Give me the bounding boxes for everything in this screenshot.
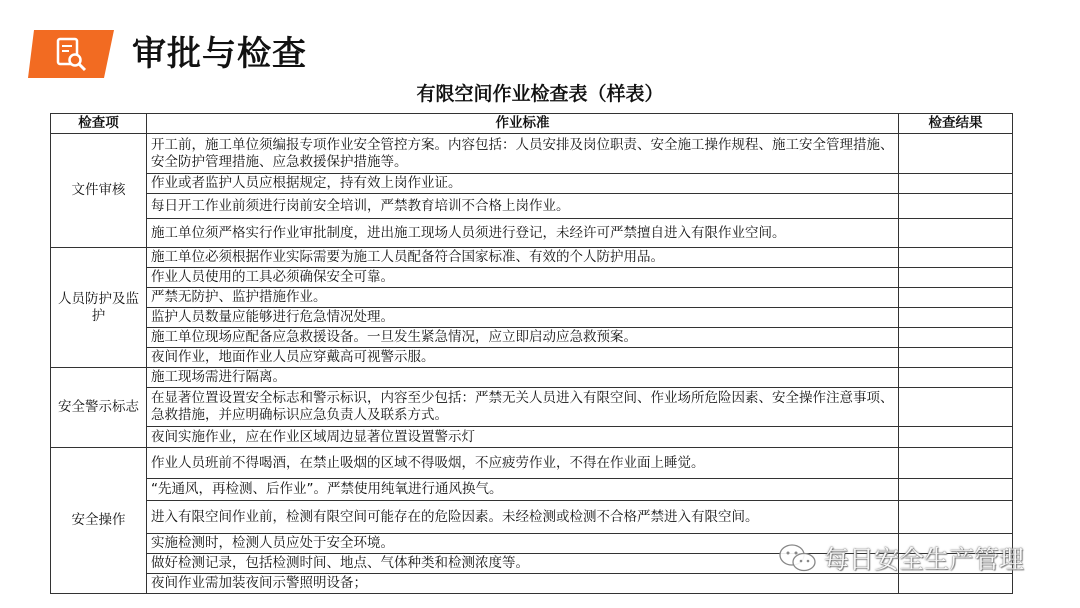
result-cell[interactable] bbox=[899, 308, 1013, 328]
standard-cell: 严禁无防护、监护措施作业。 bbox=[147, 288, 899, 308]
result-cell[interactable] bbox=[899, 501, 1013, 534]
standard-cell: 在显著位置设置安全标志和警示标识，内容至少包括：严禁无关人员进入有限空间、作业场所危险因素、安全操作注意事项、急救措施，并应明确标识应急负责人及联系方式。 bbox=[147, 388, 899, 427]
page-title: 审批与检查 bbox=[132, 34, 307, 74]
standard-cell: “先通风，再检测、后作业”。严禁使用纯氧进行通风换气。 bbox=[147, 479, 899, 501]
result-cell[interactable] bbox=[899, 174, 1013, 194]
table-row bbox=[51, 174, 1013, 194]
standard-cell: 夜间实施作业，应在作业区域周边显著位置设置警示灯 bbox=[147, 427, 899, 448]
standard-cell: 施工单位须严格实行作业审批制度，进出施工现场人员须进行登记，未经许可严禁擅自进入有限作业空间。 bbox=[147, 219, 899, 248]
category-cell: 文件审核 bbox=[51, 134, 147, 248]
result-cell[interactable] bbox=[899, 248, 1013, 268]
result-cell[interactable] bbox=[899, 448, 1013, 479]
table-row bbox=[51, 427, 1013, 448]
result-cell[interactable] bbox=[899, 134, 1013, 174]
inspection-table bbox=[50, 113, 1013, 594]
result-cell[interactable] bbox=[899, 388, 1013, 427]
result-cell[interactable] bbox=[899, 219, 1013, 248]
standard-cell: 做好检测记录，包括检测时间、地点、气体种类和检测浓度等。 bbox=[147, 554, 899, 574]
standard-cell: 作业人员使用的工具必须确保安全可靠。 bbox=[147, 268, 899, 288]
standard-cell: 开工前，施工单位须编报专项作业安全管控方案。内容包括：人员安排及岗位职责、安全施工操作规程、施工安全管理措施、安全防护管理措施、应急救援保护措施等。 bbox=[147, 134, 899, 174]
wechat-icon bbox=[778, 543, 818, 573]
table-row bbox=[51, 368, 1013, 388]
standard-cell: 实施检测时，检测人员应处于安全环境。 bbox=[147, 534, 899, 554]
column-header: 作业标准 bbox=[147, 114, 899, 134]
standard-cell: 夜间作业，地面作业人员应穿戴高可视警示服。 bbox=[147, 348, 899, 368]
result-cell[interactable] bbox=[899, 368, 1013, 388]
watermark-text: 每日安全生产管理 bbox=[824, 545, 1025, 574]
table-row bbox=[51, 388, 1013, 427]
table-row bbox=[51, 288, 1013, 308]
result-cell[interactable] bbox=[899, 328, 1013, 348]
column-header: 检查结果 bbox=[899, 114, 1013, 134]
standard-cell: 施工现场需进行隔离。 bbox=[147, 368, 899, 388]
table-title: 有限空间作业检查表（样表） bbox=[416, 83, 664, 105]
table-row bbox=[51, 574, 1013, 594]
table-header-row bbox=[51, 114, 1013, 134]
standard-cell: 监护人员数量应能够进行危急情况处理。 bbox=[147, 308, 899, 328]
standard-cell: 夜间作业需加装夜间示警照明设备； bbox=[147, 574, 899, 594]
result-cell[interactable] bbox=[899, 574, 1013, 594]
category-cell: 安全警示标志 bbox=[51, 368, 147, 448]
category-cell: 人员防护及监护 bbox=[51, 248, 147, 368]
document-search-icon bbox=[28, 30, 114, 78]
standard-cell: 每日开工作业前须进行岗前安全培训，严禁教育培训不合格上岗作业。 bbox=[147, 194, 899, 219]
table-row bbox=[51, 501, 1013, 534]
result-cell[interactable] bbox=[899, 194, 1013, 219]
standard-cell: 进入有限空间作业前，检测有限空间可能存在的危险因素。未经检测或检测不合格严禁进入有限空间。 bbox=[147, 501, 899, 534]
table-row bbox=[51, 134, 1013, 174]
table-row bbox=[51, 219, 1013, 248]
column-header: 检查项 bbox=[51, 114, 147, 134]
table-row bbox=[51, 248, 1013, 268]
result-cell[interactable] bbox=[899, 479, 1013, 501]
result-cell[interactable] bbox=[899, 348, 1013, 368]
standard-cell: 施工单位必须根据作业实际需要为施工人员配备符合国家标准、有效的个人防护用品。 bbox=[147, 248, 899, 268]
table-row bbox=[51, 194, 1013, 219]
table-row bbox=[51, 448, 1013, 479]
standard-cell: 作业或者监护人员应根据规定，持有效上岗作业证。 bbox=[147, 174, 899, 194]
table-row bbox=[51, 268, 1013, 288]
standard-cell: 作业人员班前不得喝酒，在禁止吸烟的区域不得吸烟，不应疲劳作业，不得在作业面上睡觉。 bbox=[147, 448, 899, 479]
table-row bbox=[51, 308, 1013, 328]
result-cell[interactable] bbox=[899, 268, 1013, 288]
standard-cell: 施工单位现场应配备应急救援设备。一旦发生紧急情况，应立即启动应急救预案。 bbox=[147, 328, 899, 348]
result-cell[interactable] bbox=[899, 288, 1013, 308]
table-row bbox=[51, 328, 1013, 348]
result-cell[interactable] bbox=[899, 427, 1013, 448]
watermark bbox=[778, 540, 1024, 576]
table-row bbox=[51, 348, 1013, 368]
table-row bbox=[51, 479, 1013, 501]
category-cell: 安全操作 bbox=[51, 448, 147, 594]
